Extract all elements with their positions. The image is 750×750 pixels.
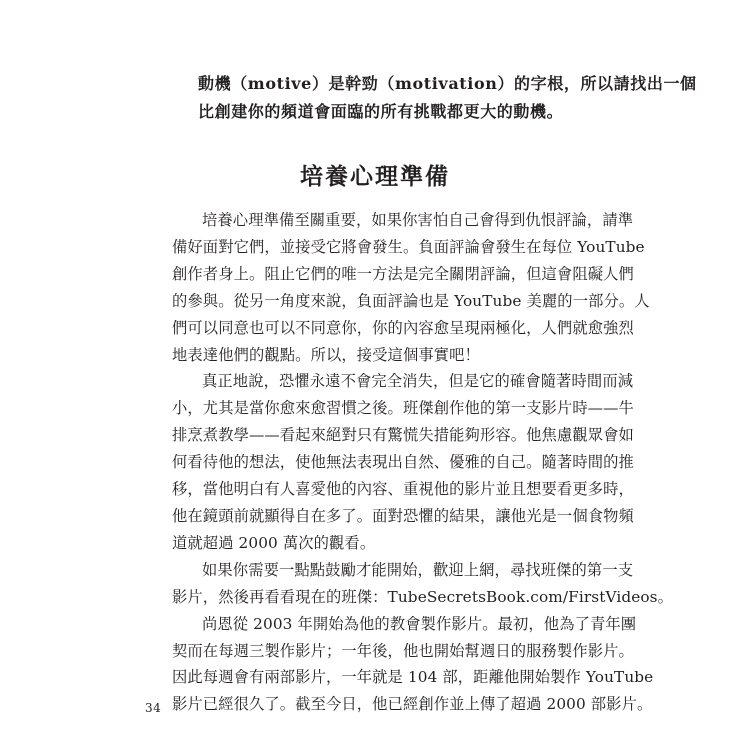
paragraph — [172, 611, 654, 719]
text-line: 如果你需要一點點鼓勵才能開始，歡迎上網，尋找班傑的第一支 — [202, 560, 634, 579]
text-line: 地表達他們的觀點。所以，接受這個事實吧！ — [172, 345, 480, 364]
text-line: 他在鏡頭前就顯得自在多了。面對恐懼的結果，讓他光是一個食物頻 — [172, 506, 634, 525]
page-number: 34 — [145, 701, 162, 715]
text-line: 的參與。從另一角度來說，負面評論也是 YouTube 美麗的一部分。人 — [172, 291, 650, 310]
intro-statement — [198, 70, 697, 126]
text-line: 道就超過 2000 萬次的觀看。 — [172, 533, 376, 552]
text-line: 們可以同意也可以不同意你，你的內容愈呈現兩極化，人們就愈強烈 — [172, 318, 634, 337]
text-line: 契而在每週三製作影片；一年後，他也開始幫週日的服務製作影片。 — [172, 641, 634, 660]
intro-line: 比創建你的頻道會面臨的所有挑戰都更大的動機。 — [198, 102, 564, 121]
section-title: 培養心理準備 — [300, 163, 450, 190]
text-line: 培養心理準備至關重要，如果你害怕自己會得到仇恨評論，請準 — [202, 211, 634, 229]
text-line: 影片已經很久了。截至今日，他已經創作並上傳了超過 2000 部影片。 — [172, 695, 653, 714]
text-line: 影片，然後再看看現在的班傑：TubeSecretsBook.com/FirstVideos。 — [172, 587, 674, 606]
text-line: 創作者身上。阻止它們的唯一方法是完全關閉評論，但這會阻礙人們 — [172, 264, 634, 283]
intro-line: 動機（motive）是幹勁（motivation）的字根，所以請找出一個 — [198, 74, 697, 93]
text-line: 備好面對它們，並接受它將會發生。負面評論會發生在每位 YouTube — [172, 237, 645, 256]
text-line: 小，尤其是當你愈來愈習慣之後。班傑創作他的第一支影片時——牛 — [172, 399, 634, 418]
paragraph — [172, 207, 650, 368]
body-text — [172, 207, 674, 718]
text-line: 移，當他明白有人喜愛他的內容、重視他的影片並且想要看更多時， — [172, 480, 634, 499]
text-line: 何看待他的想法，使他無法表現出自然、優雅的自己。隨著時間的推 — [172, 453, 634, 472]
text-line: 因此每週會有兩部影片，一年就是 104 部，距離他開始製作 YouTube — [172, 668, 654, 687]
paragraph — [172, 557, 674, 611]
text-line: 尚恩從 2003 年開始為他的教會製作影片。最初，他為了青年團 — [202, 614, 637, 633]
text-line: 真正地說，恐懼永遠不會完全消失，但是它的確會隨著時間而減 — [202, 372, 634, 391]
paragraph — [172, 368, 634, 556]
text-line: 排烹煮教學——看起來絕對只有驚慌失措能夠形容。他焦慮觀眾會如 — [172, 426, 634, 445]
